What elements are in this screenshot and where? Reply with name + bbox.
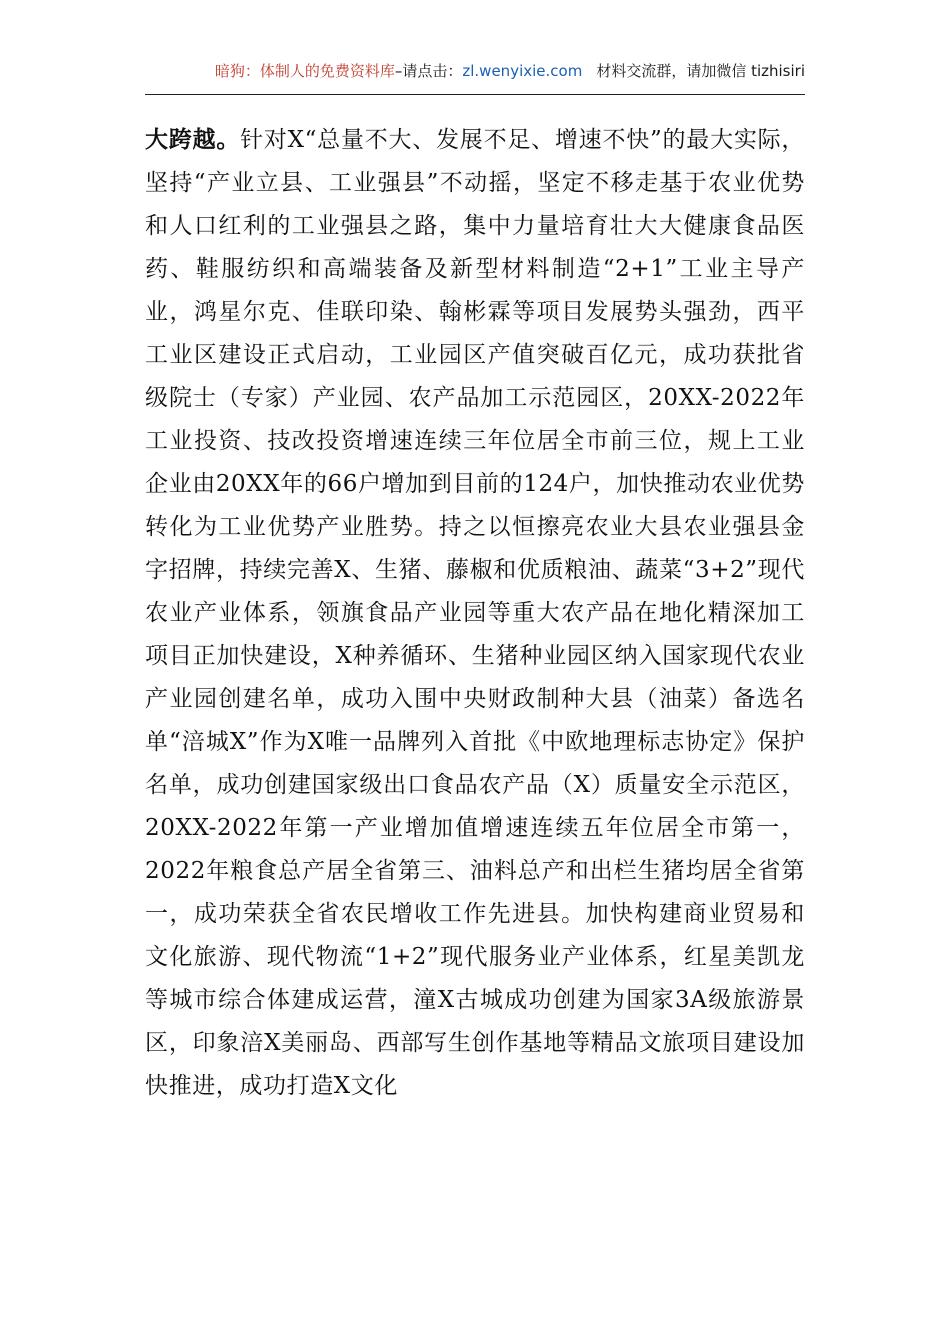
body-paragraph <box>145 118 805 1108</box>
header-url-link[interactable]: zl.wenyixie.com <box>462 62 583 80</box>
paragraph-lead: 大跨越。 <box>145 126 241 153</box>
header-group-text: 材料交流群，请加微信 tizhisiri <box>596 62 805 80</box>
header-click-prefix: –请点击： <box>394 62 463 80</box>
page-header <box>145 60 805 95</box>
paragraph-text: 针对X“总量不大、发展不足、增速不快”的最大实际，坚持“产业立县、工业强县”不动摇，坚定不移走基于农业优势和人口红利的工业强县之路，集中力量培育壮大大健康食品医药、鞋服纺织和高端装备及新型材料制造“2+1”工业主导产业，鸿星尔克、佳联印染、翰彬霖等项目发展势头强劲，西平工业区建设正式启动，工业园区产值突破百亿元，成功获批省级院士（专家）产业园、农产品加工示范园区，20XX-2022年工业投资、技改投资增速连续三年位居全市前三位，规上工业企业由20XX年的66户增加到目前的124户，加快推动农业优势转化为工业优势产业胜势。持之以恒擦亮农业大县农业强县金字招牌，持续完善X、生猪、藤椒和优质粮油、蔬菜“3+2”现代农业产业体系，领旗食品产业园等重大农产品在地化精深加工项目正加快建设，X种养循环、生猪种业园区纳入国家现代农业产业园创建名单，成功入围中央财政制种大县（油菜）备选名单“涪城X”作为X唯一品牌列入首批《中欧地理标志协定》保护名单，成功创建国家级出口食品农产品（X）质量安全示范区，20XX-2022年第一产业增加值增速连续五年位居全市第一，2022年粮食总产居全省第三、油料总产和出栏生猪均居全省第一，成功荣获全省农民增收工作先进县。加快构建商业贸易和文化旅游、现代物流“1+2”现代服务业产业体系，红星美凯龙等城市综合体建成运营，潼X古城成功创建为国家3A级旅游景区，印象涪X美丽岛、西部写生创作基地等精品文旅项目建设加快推进，成功打造X文化 <box>145 127 806 1099</box>
header-brand-text: 暗狗：体制人的免费资料库 <box>214 62 395 80</box>
